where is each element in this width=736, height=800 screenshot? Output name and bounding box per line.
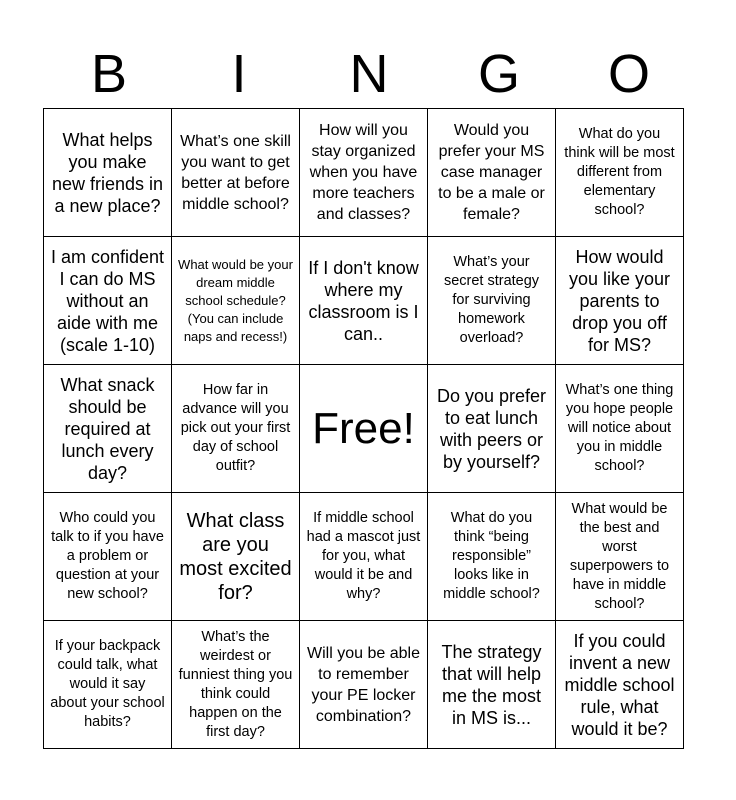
cell-text: What helps you make new friends in a new place?	[51, 129, 164, 216]
bingo-cell[interactable]	[44, 237, 172, 365]
bingo-cell[interactable]	[300, 109, 428, 237]
bingo-row	[44, 109, 684, 237]
header-letter-o: O	[607, 44, 650, 104]
cell-text: What would be your dream middle school schedule? (You can include naps and recess!)	[178, 256, 293, 344]
cell-text: If middle school had a mascot just for you, what would it be and why?	[306, 510, 421, 602]
header-letter-i: I	[231, 44, 247, 104]
cell-text: What’s one thing you hope people will notice about you in middle school?	[565, 382, 674, 474]
cell-text: What’s one skill you want to get better at before middle school?	[180, 132, 291, 213]
bingo-row	[44, 621, 684, 749]
header-letter-b: B	[90, 44, 128, 104]
bingo-row	[44, 237, 684, 365]
bingo-cell[interactable]	[300, 493, 428, 621]
cell-text: If you could invent a new middle school rule, what would it be?	[564, 630, 675, 739]
bingo-cell[interactable]	[300, 237, 428, 365]
bingo-cell[interactable]	[556, 365, 684, 493]
cell-text: I am confident I can do MS without an aide with me (scale 1-10)	[50, 246, 165, 355]
cell-text: How would you like your parents to drop you off for MS?	[568, 246, 671, 355]
cell-text: What do you think “being responsible” looks like in middle school?	[443, 510, 540, 602]
bingo-cell[interactable]	[428, 109, 556, 237]
cell-text: If I don't know where my classroom is I can..	[308, 257, 419, 344]
free-space-label: Free!	[312, 403, 415, 453]
cell-text: What would be the best and worst superpowers to have in middle school?	[569, 500, 670, 612]
bingo-cell[interactable]	[428, 237, 556, 365]
cell-text: Would you prefer your MS case manager to be a male or female?	[438, 122, 545, 223]
bingo-row	[44, 365, 684, 493]
bingo-cell[interactable]	[428, 365, 556, 493]
free-space-cell[interactable]	[300, 365, 428, 493]
bingo-card	[43, 108, 684, 749]
bingo-cell[interactable]	[172, 365, 300, 493]
cell-text: What’s the weirdest or funniest thing you think could happen on the first day?	[178, 628, 293, 740]
cell-text: If your backpack could talk, what would it say about your school habits?	[50, 638, 165, 730]
cell-text: What’s your secret strategy for surviving homework overload?	[443, 254, 540, 346]
bingo-row	[44, 493, 684, 621]
cell-text: Will you be able to remember your PE locker combination?	[307, 644, 420, 725]
bingo-cell[interactable]	[556, 237, 684, 365]
bingo-cell[interactable]	[300, 621, 428, 749]
bingo-cell[interactable]	[172, 109, 300, 237]
cell-text: What do you think will be most different from elementary school?	[564, 126, 675, 218]
bingo-cell[interactable]	[44, 365, 172, 493]
bingo-cell[interactable]	[556, 621, 684, 749]
cell-text: Do you prefer to eat lunch with peers or by yourself?	[436, 385, 547, 472]
bingo-cell[interactable]	[44, 621, 172, 749]
cell-text: Who could you talk to if you have a problem or question at your new school?	[51, 510, 164, 602]
cell-text: What class are you most excited for?	[179, 509, 292, 604]
bingo-header	[44, 40, 694, 108]
cell-text: How far in advance will you pick out your first day of school outfit?	[180, 382, 291, 474]
bingo-cell[interactable]	[556, 109, 684, 237]
bingo-cell[interactable]	[172, 237, 300, 365]
bingo-cell[interactable]	[44, 109, 172, 237]
bingo-cell[interactable]	[428, 493, 556, 621]
header-letter-n: N	[349, 44, 389, 104]
bingo-cell[interactable]	[44, 493, 172, 621]
cell-text: How will you stay organized when you have more teachers and classes?	[309, 122, 418, 223]
bingo-cell[interactable]	[172, 493, 300, 621]
cell-text: What snack should be required at lunch every day?	[60, 374, 155, 483]
header-letter-g: G	[477, 44, 520, 104]
cell-text: The strategy that will help me the most in MS is...	[441, 641, 542, 728]
bingo-cell[interactable]	[428, 621, 556, 749]
bingo-cell[interactable]	[172, 621, 300, 749]
bingo-cell[interactable]	[556, 493, 684, 621]
